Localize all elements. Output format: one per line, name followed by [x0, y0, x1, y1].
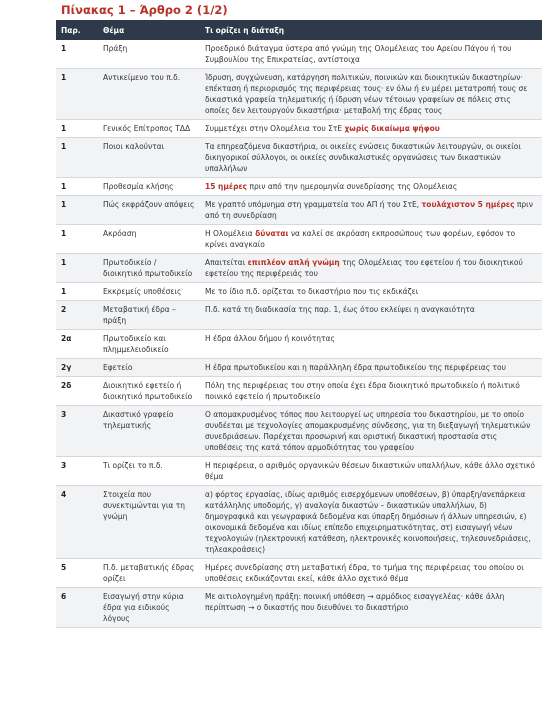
cell-paragraph: 1: [56, 69, 98, 120]
table-row: [56, 330, 542, 359]
provision-text: Η Ολομέλεια: [205, 229, 256, 238]
cell-provision: [200, 40, 542, 69]
cell-topic: Προθεσμία κλήσης: [98, 178, 200, 196]
cell-topic: Πώς εκφράζουν απόψεις: [98, 196, 200, 225]
provision-text: Η έδρα άλλου δήμου ή κοινότητας: [205, 334, 335, 343]
provision-text: Τα επηρεαζόμενα δικαστήρια, οι οικείες ενώσεις δικαστικών λειτουργών, οι οικείοι δικηγορικοί σύλλογοι, οι οικείες συνδικαλιστικές οργανώσεις των δικαστικών υπαλλήλων: [205, 142, 521, 173]
cell-paragraph: 3: [56, 406, 98, 457]
provision-text: Ημέρες συνεδρίασης στη μεταβατική έδρα, το τμήμα της περιφέρειας του οποίου οι υποθέσεις εκδικάζονται εκεί, κάθε άλλο σχετικό θέμα: [205, 563, 524, 583]
cell-paragraph: 1: [56, 196, 98, 225]
table-row: [56, 359, 542, 377]
cell-topic: Μεταβατική έδρα – πράξη: [98, 301, 200, 330]
cell-topic: Αντικείμενο του π.δ.: [98, 69, 200, 120]
provision-text: της Ολομέλειας του εφετείου ή του διοικητικού εφετείου της περιφέρειάς του: [205, 258, 523, 278]
table-header-row: [56, 20, 542, 40]
header-rule: Τι ορίζει η διάταξη: [200, 20, 542, 40]
provision-text: α) φόρτος εργασίας, ιδίως αριθμός εισερχόμενων υποθέσεων, β) ύπαρξη/ανεπάρκεια κατάλληλης υποδομής, γ) αναλογία δικαστών – δικαστικών υπαλλήλων, δ) δημογραφικά και γεωγραφικά δεδομένα και ύπαρξη δημόσιων ή άλλων υπηρεσιών, ε) οικονομικά δεδομένα και ιδίως επίπεδο επιχειρηματικότητας, στ) εισαγωγή νέων τεχνολογιών (ηλεκτρονική κατάθεση, ηλεκτρονικές κοινοποιήσεις, τηλεσυνεδριάσεις, τηλεακροάσεις): [205, 490, 531, 554]
emphasis-text: τουλάχιστον 5 ημέρες: [421, 200, 515, 209]
cell-provision: [200, 359, 542, 377]
cell-provision: [200, 301, 542, 330]
table-row: [56, 301, 542, 330]
emphasis-text: 15 ημέρες: [205, 182, 248, 191]
cell-paragraph: 5: [56, 559, 98, 588]
cell-provision: [200, 406, 542, 457]
cell-paragraph: 1: [56, 120, 98, 138]
cell-topic: Πρωτοδικείο / διοικητικό πρωτοδικείο: [98, 254, 200, 283]
provision-text: Απαιτείται: [205, 258, 248, 267]
table-row: [56, 377, 542, 406]
cell-topic: Πρωτοδικείο και πλημμελειοδικείο: [98, 330, 200, 359]
cell-topic: Στοιχεία που συνεκτιμώνται για τη γνώμη: [98, 486, 200, 559]
cell-provision: [200, 178, 542, 196]
provisions-table: [56, 20, 542, 628]
provision-text: να καλεί σε ακρόαση εκπροσώπους των φορέων, εφόσον το κρίνει αναγκαίο: [205, 229, 516, 249]
table-row: [56, 178, 542, 196]
cell-paragraph: 1: [56, 40, 98, 69]
cell-paragraph: 4: [56, 486, 98, 559]
cell-provision: [200, 225, 542, 254]
emphasis-text: επιπλέον απλή γνώμη: [247, 258, 340, 267]
cell-topic: Εφετείο: [98, 359, 200, 377]
cell-provision: [200, 559, 542, 588]
provision-text: Π.δ. κατά τη διαδικασία της παρ. 1, έως ότου εκλείψει η αναγκαιότητα: [205, 305, 475, 314]
header-topic: Θέμα: [98, 20, 200, 40]
cell-topic: Ποιοι καλούνται: [98, 138, 200, 178]
cell-topic: Πράξη: [98, 40, 200, 69]
table-row: [56, 559, 542, 588]
cell-provision: [200, 69, 542, 120]
cell-paragraph: 1: [56, 225, 98, 254]
table-row: [56, 40, 542, 69]
provision-text: Ο απομακρυσμένος τόπος που λειτουργεί ως υπηρεσία του δικαστηρίου, με το οποίο συνδέεται με τεχνολογίες απομακρυσμένης σύνδεσης, για τη διεξαγωγή τηλεματικών συνεδριάσεων. Παρέχεται προσωρινή και οριστική δικαστική προστασία στις υποθέσεις της κατά τόπον αρμοδιότητας του γραφείου: [205, 410, 531, 452]
provision-text: Με το ίδιο π.δ. ορίζεται το δικαστήριο που τις εκδικάζει: [205, 287, 419, 296]
cell-paragraph: 1: [56, 138, 98, 178]
cell-provision: [200, 283, 542, 301]
cell-topic: Π.δ. μεταβατικής έδρας ορίζει: [98, 559, 200, 588]
provision-text: πριν από την ημερομηνία συνεδρίασης της Ολομέλειας: [247, 182, 458, 191]
table-row: [56, 406, 542, 457]
table-row: [56, 283, 542, 301]
provision-text: Με γραπτό υπόμνημα στη γραμματεία του ΑΠ ή του ΣτΕ,: [205, 200, 422, 209]
provision-text: Ίδρυση, συγχώνευση, κατάργηση πολιτικών, ποινικών και διοικητικών δικαστηρίων· επέκταση ή περιορισμός της περιφέρειας τους· εν όλω ή εν μέρει μετατροπή τους σε δικαστικά γραφεία τηλεματικής ή ίδρυση νέων τέτοιων γραφείων σε πόλεις στις οποίες δεν λειτουργούν δικαστήρια· μεταβολή της έδρας τους: [205, 73, 528, 115]
table-row: [56, 120, 542, 138]
emphasis-text: δύναται: [255, 229, 289, 238]
cell-paragraph: 2δ: [56, 377, 98, 406]
provision-text: πριν από τη συνεδρίαση: [205, 200, 533, 220]
cell-paragraph: 1: [56, 178, 98, 196]
cell-topic: Δικαστικό γραφείο τηλεματικής: [98, 406, 200, 457]
provision-text: Η περιφέρεια, ο αριθμός οργανικών θέσεων δικαστικών υπαλλήλων, κάθε άλλο σχετικό θέμα: [205, 461, 536, 481]
cell-provision: [200, 486, 542, 559]
cell-provision: [200, 254, 542, 283]
emphasis-text: χωρίς δικαίωμα ψήφου: [344, 124, 440, 133]
provision-text: Η έδρα πρωτοδικείου και η παράλληλη έδρα πρωτοδικείου της περιφέρειας του: [205, 363, 506, 372]
provision-text: Πόλη της περιφέρειας του στην οποία έχει έδρα διοικητικό πρωτοδικείο ή πολιτικό ποινικό εφετείο ή πρωτοδικείο: [205, 381, 520, 401]
cell-provision: [200, 138, 542, 178]
table-row: [56, 225, 542, 254]
cell-topic: Γενικός Επίτροπος ΤΔΔ: [98, 120, 200, 138]
cell-provision: [200, 120, 542, 138]
cell-provision: [200, 377, 542, 406]
cell-topic: Τι ορίζει το π.δ.: [98, 457, 200, 486]
cell-provision: [200, 330, 542, 359]
cell-paragraph: 6: [56, 588, 98, 628]
provision-text: Συμμετέχει στην Ολομέλεια του ΣτΕ: [205, 124, 345, 133]
cell-provision: [200, 196, 542, 225]
cell-paragraph: 2: [56, 301, 98, 330]
cell-topic: Εισαγωγή στην κύρια έδρα για ειδικούς λόγους: [98, 588, 200, 628]
table-title: Πίνακας 1 – Άρθρο 2 (1/2): [61, 3, 228, 17]
table-row: [56, 254, 542, 283]
table-body: [56, 40, 542, 628]
cell-paragraph: 2γ: [56, 359, 98, 377]
table-row: [56, 196, 542, 225]
cell-provision: [200, 457, 542, 486]
table-row: [56, 486, 542, 559]
provision-text: Με αιτιολογημένη πράξη: ποινική υπόθεση → αρμόδιος εισαγγελέας· κάθε άλλη περίπτωση → ο δικαστής που διευθύνει το δικαστήριο: [205, 592, 505, 612]
cell-paragraph: 1: [56, 254, 98, 283]
cell-paragraph: 2α: [56, 330, 98, 359]
cell-topic: Διοικητικό εφετείο ή διοικητικό πρωτοδικείο: [98, 377, 200, 406]
cell-topic: Ακρόαση: [98, 225, 200, 254]
cell-topic: Εκκρεμείς υποθέσεις: [98, 283, 200, 301]
header-para: Παρ.: [56, 20, 98, 40]
table-row: [56, 138, 542, 178]
cell-paragraph: 1: [56, 283, 98, 301]
provision-text: Προεδρικό διάταγμα ύστερα από γνώμη της Ολομέλειας του Αρείου Πάγου ή του Συμβουλίου της Επικρατείας, αντίστοιχα: [205, 44, 512, 64]
cell-paragraph: 3: [56, 457, 98, 486]
table-row: [56, 588, 542, 628]
table-row: [56, 457, 542, 486]
table-row: [56, 69, 542, 120]
cell-provision: [200, 588, 542, 628]
